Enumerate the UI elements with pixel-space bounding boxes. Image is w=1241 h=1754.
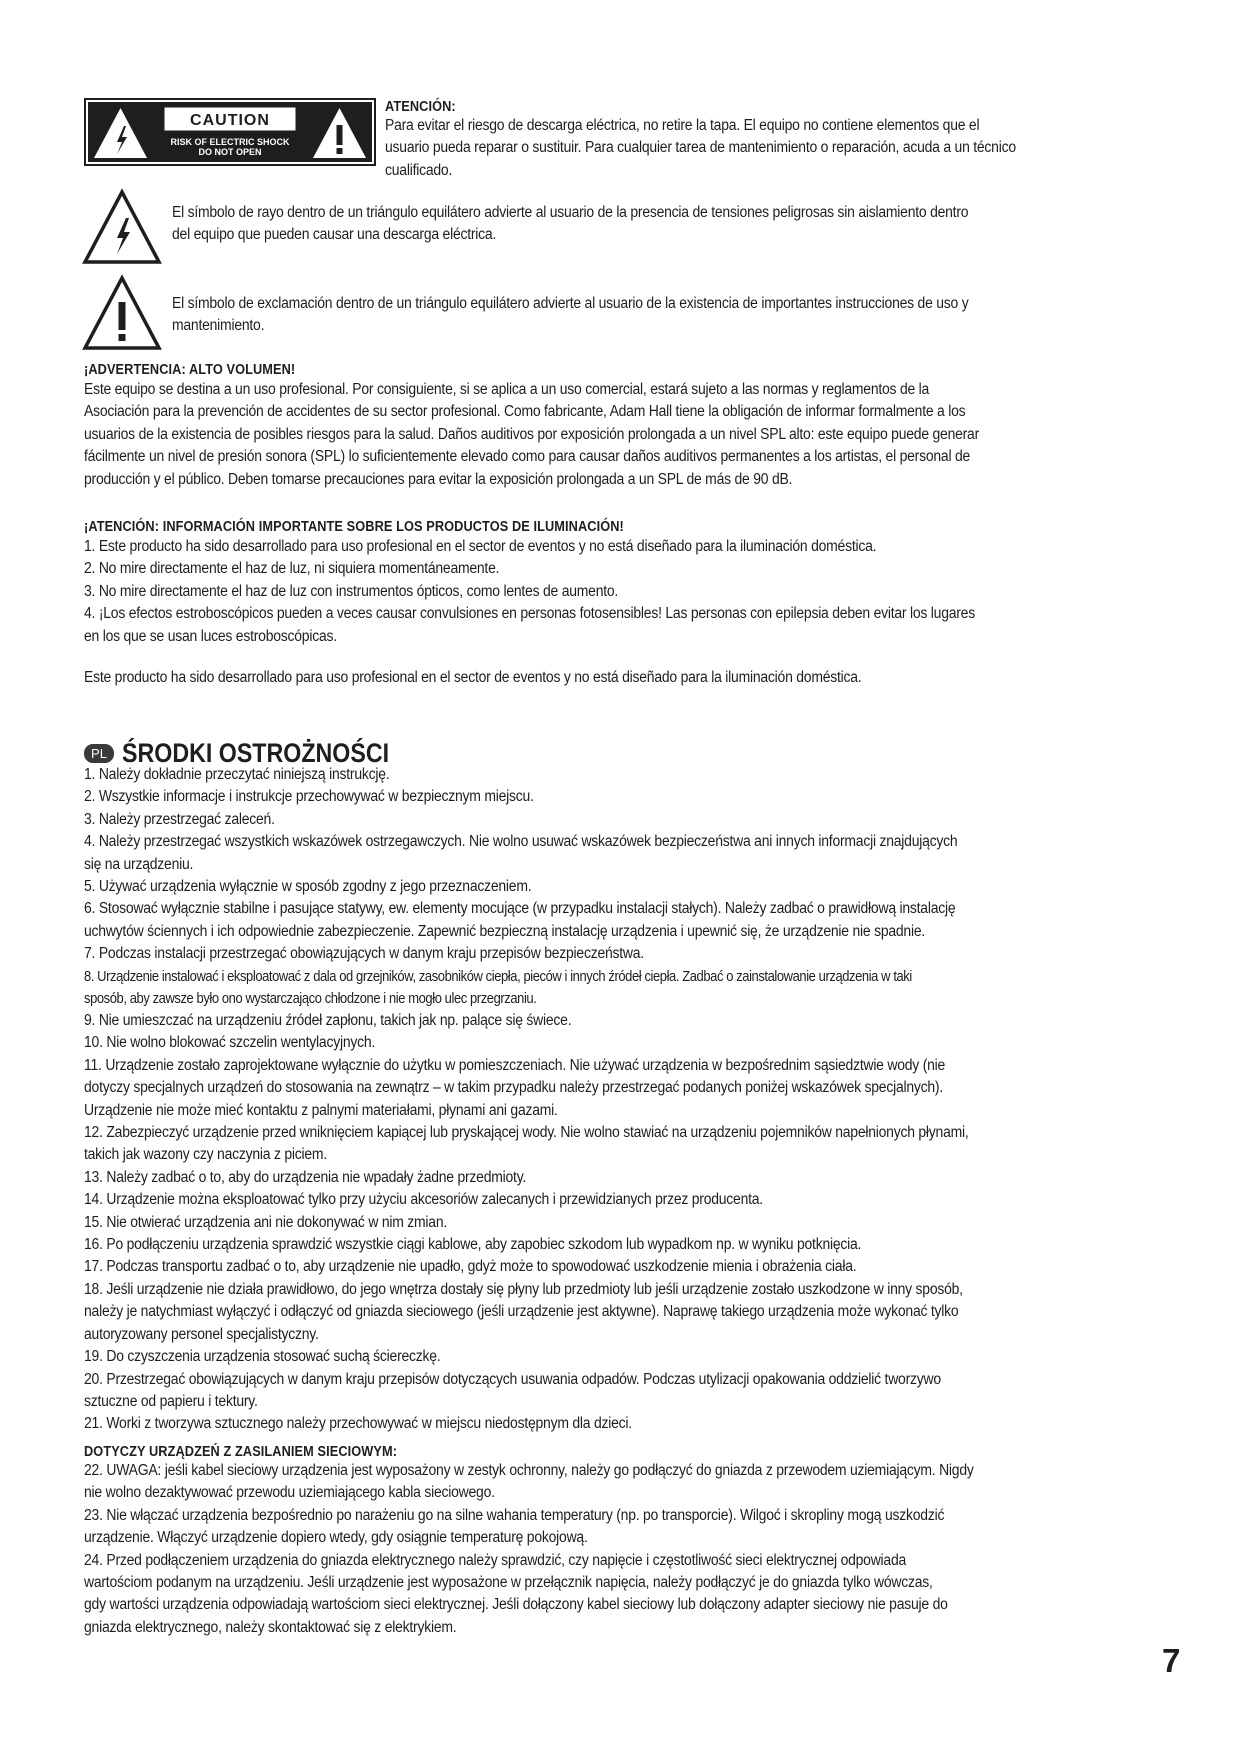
- advertencia-text: [84, 379, 979, 491]
- list-item: dotyczy specjalnych urządzeń do stosowania na zewnątrz – w takim przypadku należy przestrzegać podanych poniżej wskazówek specjalnych).: [84, 1079, 944, 1097]
- iluminacion-note: [84, 667, 861, 689]
- list-item: się na urządzeniu.: [84, 855, 194, 873]
- list-item: 23. Nie włączać urządzenia bezpośrednio po narażeniu go na silne wahania temperatury (np. po transporcie). Wilgoć i skropliny mogą uszkodzić: [84, 1506, 945, 1524]
- list-item: 13. Należy zadbać o to, aby do urządzenia nie wpadały żadne przedmioty.: [84, 1168, 527, 1186]
- text-line: del equipo que pueden causar una descarga eléctrica.: [172, 226, 497, 244]
- list-item: takich jak wazony czy naczynia z piciem.: [84, 1146, 327, 1164]
- list-item: 5. Używać urządzenia wyłącznie w sposób zgodny z jego przeznaczeniem.: [84, 878, 532, 896]
- text-line: cualificado.: [385, 161, 453, 179]
- text-line: producción y el público. Deben tomarse precauciones para evitar la exposición prolongada a un SPL de más de 90 dB.: [84, 470, 793, 488]
- pl-list-a: [84, 764, 957, 966]
- text-line: Para evitar el riesgo de descarga eléctrica, no retire la tapa. El equipo no contiene elementos que el: [385, 117, 980, 134]
- text-line: El símbolo de exclamación dentro de un triángulo equilátero advierte al usuario de la existencia de importantes instrucciones de uso y: [172, 295, 969, 312]
- list-item: 14. Urządzenie można eksploatować tylko przy użyciu akcesoriów zalecanych i przewidzianych przez producenta.: [84, 1191, 763, 1209]
- list-item: 22. UWAGA: jeśli kabel sieciowy urządzenia jest wyposażony w zestyk ochronny, należy go podłączyć do gniazda z przewodem uziemiającym. Nigdy: [84, 1462, 974, 1479]
- list-item: en los que se usan luces estroboscópicas.: [84, 627, 337, 645]
- section-title: ŚRODKI OSTROŻNOŚCI: [122, 737, 390, 768]
- list-item: 1. Este producto ha sido desarrollado para uso profesional en el sector de eventos y no está diseñado para la iluminación doméstica.: [84, 538, 877, 555]
- pl-list-small: [84, 966, 912, 1011]
- list-item: sztuczne od papieru i tektury.: [84, 1392, 258, 1410]
- list-item: 4. Należy przestrzegać wszystkich wskazówek ostrzegawczych. Nie wolno usuwać wskazówek bezpieczeństwa ani innych informacji znajdujących: [84, 833, 958, 851]
- text-line: Este producto ha sido desarrollado para uso profesional en el sector de eventos y no está diseñado para la iluminación doméstica.: [84, 669, 862, 686]
- iluminacion-heading: ¡ATENCIÓN: INFORMACIÓN IMPORTANTE SOBRE LOS PRODUCTOS DE ILUMINACIÓN!: [84, 519, 624, 535]
- exclamation-symbol-text: [172, 293, 968, 338]
- page-number: 7: [1162, 1642, 1181, 1679]
- caution-line-1: RISK OF ELECTRIC SHOCK: [170, 137, 290, 147]
- iluminacion-list: [84, 536, 975, 648]
- atencion-text: [385, 115, 1016, 182]
- exclamation-triangle-icon: [82, 274, 162, 352]
- list-item: 2. No mire directamente el haz de luz, ni siquiera momentáneamente.: [84, 560, 500, 578]
- text-line: fácilmente un nivel de presión sonora (SPL) lo suficientemente elevado como para causar daños auditivos permanentes a los artistas, el personal de: [84, 448, 971, 466]
- pl-list-b: [84, 1010, 969, 1436]
- list-item: 3. Należy przestrzegać zaleceń.: [84, 810, 275, 828]
- text-line: Este equipo se destina a un uso profesional. Por consiguiente, si se aplica a un uso comercial, estará sujeto a las normas y reglamentos de la: [84, 381, 930, 398]
- list-item: 8. Urządzenie instalować i eksploatować z dala od grzejników, zasobników ciepła, pieców i innych źródeł ciepła. Zadbać o zainstalowanie urządzenia w taki: [84, 969, 912, 985]
- list-item: 20. Przestrzegać obowiązujących w danym kraju przepisów dotyczących usuwania odpadów. Podczas utylizacji opakowania oddzielić tworzywo: [84, 1370, 941, 1388]
- list-item: 10. Nie wolno blokować szczelin wentylacyjnych.: [84, 1034, 376, 1052]
- zasilanie-list: [84, 1460, 974, 1639]
- list-item: gdy wartości urządzenia odpowiadają wartościom sieci elektrycznej. Jeśli dołączony kabel sieciowy lub dołączony adapter sieciowy nie pasuje do: [84, 1596, 948, 1614]
- list-item: 3. No mire directamente el haz de luz con instrumentos ópticos, como lentes de aumento.: [84, 582, 619, 600]
- list-item: Urządzenie nie może mieć kontaktu z palnymi materiałami, płynami ani gazami.: [84, 1101, 558, 1119]
- text-line: El símbolo de rayo dentro de un triángulo equilátero advierte al usuario de la presencia de tensiones peligrosas sin aislamiento dentro: [172, 204, 969, 221]
- text-line: usuarios de la existencia de posibles riesgos para la salud. Daños auditivos por exposición prolongada a un nivel SPL alto: este equipo puede generar: [84, 425, 980, 443]
- language-badge: PL: [84, 744, 114, 763]
- list-item: 18. Jeśli urządzenie nie działa prawidłowo, do jego wnętrza dostały się płyny lub przedmioty lub jeśli urządzenie zostało uszkodzone w inny sposób,: [84, 1280, 963, 1298]
- text-line: usuario pueda reparar o sustituir. Para cualquier tarea de mantenimiento o reparación, acuda a un técnico: [385, 139, 1016, 157]
- caution-label: [84, 98, 376, 166]
- list-item: 19. Do czyszczenia urządzenia stosować suchą ściereczkę.: [84, 1348, 441, 1366]
- list-item: 4. ¡Los efectos estroboscópicos pueden a veces causar convulsiones en personas fotosensibles! Las personas con epilepsia deben evitar los lugares: [84, 605, 975, 623]
- text-line: mantenimiento.: [172, 317, 265, 335]
- list-item: 9. Nie umieszczać na urządzeniu źródeł zapłonu, takich jak np. palące się świece.: [84, 1012, 572, 1029]
- list-item: 6. Stosować wyłącznie stabilne i pasujące statywy, ew. elementy mocujące (w przypadku instalacji stałych). Należy zadbać o prawidłową instalację: [84, 900, 956, 918]
- list-item: wartościom podanym na urządzeniu. Jeśli urządzenie jest wyposażone w przełącznik napięcia, należy podłączyć je do gniazda tylko wówczas,: [84, 1574, 933, 1592]
- list-item: 21. Worki z tworzywa sztucznego należy przechowywać w miejscu niedostępnym dla dzieci.: [84, 1415, 632, 1433]
- list-item: nie wolno dezaktywować przewodu uziemiającego kabla sieciowego.: [84, 1484, 495, 1502]
- list-item: 1. Należy dokładnie przeczytać niniejszą instrukcję.: [84, 766, 390, 783]
- list-item: 11. Urządzenie zostało zaprojektowane wyłącznie do użytku w pomieszczeniach. Nie używać urządzenia w bezpośrednim sąsiedztwie wody (nie: [84, 1056, 946, 1074]
- list-item: uchwytów ściennych i ich odpowiednie zabezpieczenie. Zapewnić bezpieczną instalację urządzenia i upewnić się, że urządzenie nie spadnie.: [84, 922, 926, 940]
- list-item: 17. Podczas transportu zadbać o to, aby urządzenie nie upadło, gdyż może to spowodować uszkodzenie mienia i obrażenia ciała.: [84, 1258, 857, 1276]
- lightning-symbol-text: [172, 202, 968, 247]
- advertencia-heading: ¡ADVERTENCIA: ALTO VOLUMEN!: [84, 362, 296, 378]
- list-item: 2. Wszystkie informacje i instrukcje przechowywać w bezpiecznym miejscu.: [84, 788, 534, 806]
- list-item: należy je natychmiast wyłączyć i odłączyć od gniazda sieciowego (jeśli urządzenie jest aktywne). Naprawę takiego urządzenia może wykonać tylko: [84, 1303, 959, 1321]
- caution-line-2: DO NOT OPEN: [198, 147, 262, 157]
- list-item: 7. Podczas instalacji przestrzegać obowiązujących w danym kraju przepisów bezpieczeństwa.: [84, 945, 644, 963]
- text-line: Asociación para la prevención de accidentes de su sector profesional. Como fabricante, Adam Hall tiene la obligación de informar formalmente a los: [84, 403, 966, 421]
- list-item: sposób, aby zawsze było ono wystarczająco chłodzone i nie mogło ulec przegrzaniu.: [84, 991, 537, 1008]
- list-item: 16. Po podłączeniu urządzenia sprawdzić wszystkie ciągi kablowe, aby zapobiec szkodom lub wypadkom np. w wyniku potknięcia.: [84, 1236, 862, 1254]
- list-item: 24. Przed podłączeniem urządzenia do gniazda elektrycznego należy sprawdzić, czy napięcie i częstotliwość sieci elektrycznej odpowiada: [84, 1551, 907, 1569]
- atencion-heading: ATENCIÓN:: [385, 99, 456, 115]
- list-item: autoryzowany personel specjalistyczny.: [84, 1325, 319, 1343]
- list-item: 15. Nie otwierać urządzenia ani nie dokonywać w nim zmian.: [84, 1213, 448, 1231]
- zasilanie-heading: DOTYCZY URZĄDZEŃ Z ZASILANIEM SIECIOWYM:: [84, 1444, 398, 1460]
- list-item: gniazda elektrycznego, należy skontaktować się z elektrykiem.: [84, 1618, 457, 1636]
- list-item: urządzenie. Włączyć urządzenie dopiero wtedy, gdy osiągnie temperaturę pokojową.: [84, 1529, 588, 1547]
- lightning-triangle-icon: [82, 188, 162, 266]
- list-item: 12. Zabezpieczyć urządzenie przed wniknięciem kapiącej lub pryskającej wody. Nie wolno stawiać na urządzeniu pojemników napełnionych płynami,: [84, 1124, 969, 1142]
- caution-title: CAUTION: [190, 112, 270, 129]
